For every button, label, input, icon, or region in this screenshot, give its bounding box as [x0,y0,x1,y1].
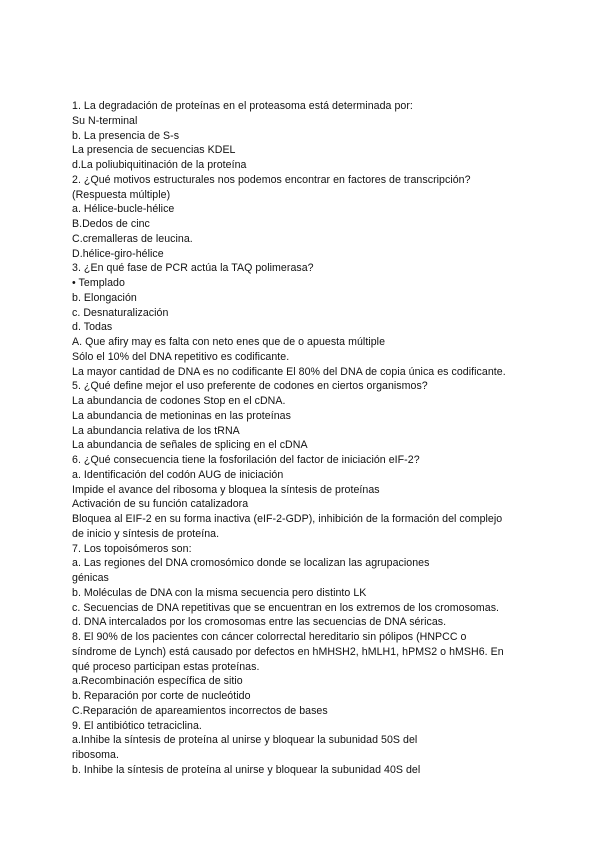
answer-line: génicas [72,572,109,584]
answer-line: Sólo el 10% del DNA repetitivo es codificante. [72,350,290,363]
answer-line: c. Secuencias de DNA repetitivas que se encuentran en los extremos de los cromosomas. [72,601,500,614]
answer-line: D.hélice-giro-hélice [72,247,164,260]
answer-line: C.Reparación de apareamientos incorrectos de bases [72,704,328,717]
question-1: 1. La degradación de proteínas en el proteasoma está determinada por: [72,100,413,112]
answer-line: La abundancia de metioninas en las proteínas [72,409,291,422]
answer-line: d. Todas [72,321,113,334]
answer-line: d. DNA intercalados por los cromosomas entre las secuencias de DNA séricas. [72,616,447,629]
answer-line: de inicio y síntesis de proteína. [72,527,220,540]
answer-line: a.Inhibe la síntesis de proteína al unirse y bloquear la subunidad 50S del [72,734,418,747]
question-8-continued: qué proceso participan estas proteínas. [72,660,260,673]
answer-line: C.cremalleras de leucina. [72,232,193,245]
answer-line: ribosoma. [72,749,119,761]
answer-line: • Templado [72,277,125,289]
question-8: 8. El 90% de los pacientes con cáncer colorrectal hereditario sin pólipos (HNPCC o [72,631,467,643]
answer-line: d.La poliubiquitinación de la proteína [72,159,247,171]
answer-line: Impide el avance del ribosoma y bloquea la síntesis de proteínas [72,483,380,496]
answer-line: La mayor cantidad de DNA es no codificante El 80% del DNA de copia única es codificante. [72,365,506,378]
question-note: (Respuesta múltiple) [72,188,171,201]
answer-line: c. Desnaturalización [72,306,169,319]
answer-line: a. Hélice-bucle-hélice [72,203,175,216]
answer-line: Activación de su función catalizadora [72,498,249,511]
answer-line: Bloquea al EIF-2 en su forma inactiva (eIF-2-GDP), inhibición de la formación del complejo [72,513,503,525]
answer-line: La presencia de secuencias KDEL [72,144,236,157]
question-2: 2. ¿Qué motivos estructurales nos podemos encontrar en factores de transcripción? [72,173,471,186]
answer-line: b. Reparación por corte de nucleótido [72,690,251,702]
answer-line: La abundancia de codones Stop en el cDNA. [72,395,286,407]
answer-line: a. Las regiones del DNA cromosómico donde se localizan las agrupaciones [72,557,430,570]
answer-line: b. Elongación [72,291,137,304]
question-3: 3. ¿En qué fase de PCR actúa la TAQ polimerasa? [72,262,314,275]
answer-line: b. Inhibe la síntesis de proteína al unirse y bloquear la subunidad 40S del [72,763,421,776]
answer-line: a. Identificación del codón AUG de iniciación [72,468,284,481]
question-5: 5. ¿Qué define mejor el uso preferente de codones en ciertos organismos? [72,380,428,393]
answer-line: B.Dedos de cinc [72,218,150,230]
document-body [72,99,532,778]
question-4: A. Que afiry may es falta con neto enes que de o apuesta múltiple [72,336,386,348]
answer-line: b. La presencia de S-s [72,129,180,142]
answer-line: a.Recombinación específica de sitio [72,675,243,688]
answer-line: Su N-terminal [72,114,138,127]
question-9: 9. El antibiótico tetraciclina. [72,719,202,732]
question-7: 7. Los topoisómeros son: [72,542,192,555]
question-6: 6. ¿Qué consecuencia tiene la fosforilación del factor de iniciación eIF-2? [72,454,420,466]
answer-line: b. Moléculas de DNA con la misma secuencia pero distinto LK [72,586,367,599]
answer-line: La abundancia de señales de splicing en el cDNA [72,439,308,452]
question-8-continued: síndrome de Lynch) está causado por defectos en hMHSH2, hMLH1, hPMS2 o hMSH6. En [72,645,504,658]
answer-line: La abundancia relativa de los tRNA [72,424,240,437]
